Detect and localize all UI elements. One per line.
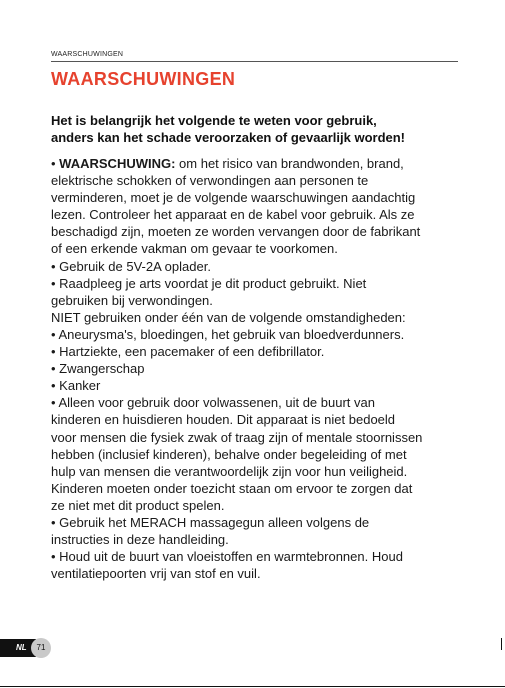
warning-line: NIET gebruiken onder één van de volgende omstandigheden: <box>51 309 406 325</box>
warning-line: • Raadpleeg je arts voordat je dit product gebruikt. Niet <box>51 275 367 291</box>
warning-line: • Houd uit de buurt van vloeistoffen en warmtebronnen. Houd <box>51 549 403 565</box>
warning-line: • Zwangerschap <box>51 361 145 377</box>
warning-line: Kinderen moeten onder toezicht staan om ervoor te zorgen dat <box>51 480 413 496</box>
warnings-body <box>51 155 471 582</box>
warning-line: beschadigd zijn, moeten ze worden vervangen door de fabrikant <box>51 224 421 240</box>
warning-line: hebben (inclusief kinderen), behalve onder begeleiding of met <box>51 446 407 462</box>
warning-line: voor mensen die fysiek zwak of traag zijn of mentale stoornissen <box>51 429 423 445</box>
warning-line <box>51 155 471 172</box>
warning-line: hulp van mensen die verantwoordelijk zijn voor hun veiligheid. <box>51 463 408 479</box>
page-number: 71 <box>31 638 51 658</box>
crop-mark <box>501 638 502 650</box>
warning-line: ze niet met dit product spelen. <box>51 497 225 513</box>
bottom-rule <box>0 686 505 687</box>
page-footer-badge <box>0 639 50 657</box>
warning-line: gebruiken bij verwondingen. <box>51 292 213 308</box>
warning-line: verminderen, moet je de volgende waarschuwingen aandachtig <box>51 190 416 206</box>
running-header: WAARSCHUWINGEN <box>51 51 124 58</box>
warning-line: elektrische schokken of verwondingen aan personen te <box>51 173 369 189</box>
header-divider <box>51 61 458 62</box>
warning-line: • Gebruik de 5V-2A oplader. <box>51 258 211 274</box>
bullet: • <box>51 156 60 171</box>
language-label: NL <box>0 639 36 657</box>
warning-line: kinderen en huisdieren houden. Dit apparaat is niet bedoeld <box>51 412 396 428</box>
warning-label: WAARSCHUWING: <box>59 156 176 171</box>
warning-line: ventilatiepoorten vrij van stof en vuil. <box>51 566 261 582</box>
warning-line: • Kanker <box>51 378 101 394</box>
warning-line: • Alleen voor gebruik door volwassenen, uit de buurt van <box>51 395 375 411</box>
warning-line: • Gebruik het MERACH massagegun alleen volgens de <box>51 514 370 530</box>
warning-text: om het risico van brandwonden, brand, <box>175 156 404 171</box>
intro-warning <box>51 112 471 146</box>
intro-line: anders kan het schade veroorzaken of gevaarlijk worden! <box>51 130 406 145</box>
page-title: WAARSCHUWINGEN <box>51 69 236 89</box>
warning-line: instructies in deze handleiding. <box>51 532 229 548</box>
warning-line: of een erkende vakman om gevaar te voorkomen. <box>51 241 338 257</box>
intro-line: Het is belangrijk het volgende te weten voor gebruik, <box>51 113 377 128</box>
warning-line: • Aneurysma's, bloedingen, het gebruik van bloedverdunners. <box>51 326 405 342</box>
warning-line: • Hartziekte, een pacemaker of een defibrillator. <box>51 344 325 360</box>
warning-line: lezen. Controleer het apparaat en de kabel voor gebruik. Als ze <box>51 207 415 223</box>
